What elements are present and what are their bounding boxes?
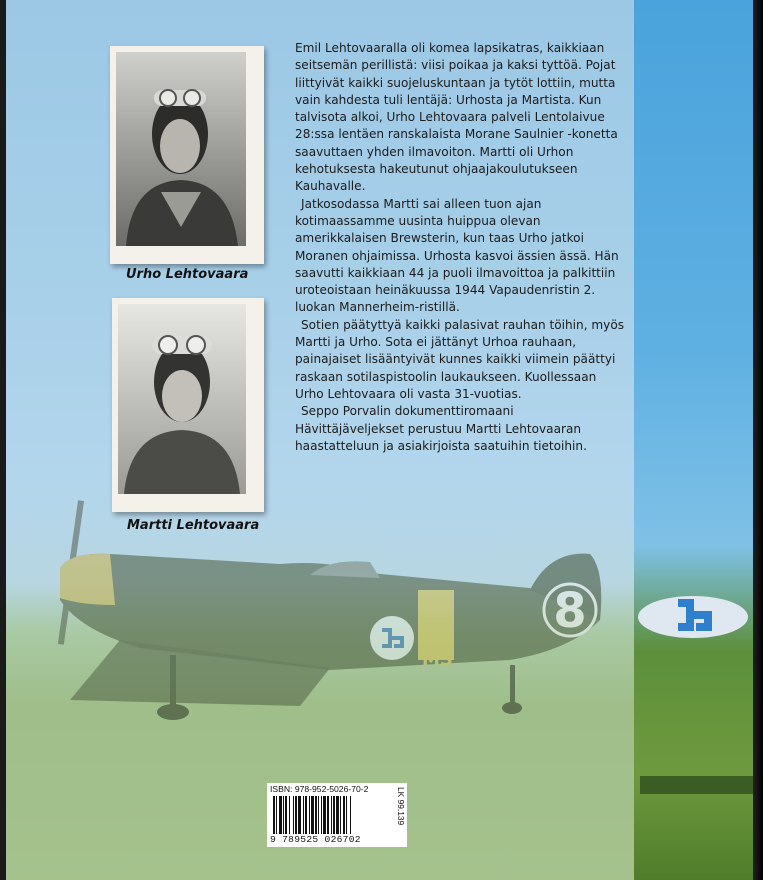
fighter-plane-illustration (30, 480, 630, 720)
photo-urho (110, 46, 264, 264)
barcode-bars (273, 796, 389, 834)
caption-martti: Martti Lehtovaara (127, 518, 260, 533)
paragraph-4: Seppo Porvalin dokumenttiromaani Hävittäjäveljekset perustuu Martti Lehtovaaran haastatteluun ja asiakirjoista saatuihin tietoihin. (295, 404, 587, 453)
caption-urho: Urho Lehtovaara (126, 267, 249, 282)
library-class-code: LK 99.139 (396, 787, 406, 826)
photo-martti (112, 298, 264, 512)
cover-edge-right (753, 0, 763, 880)
paragraph-1: Emil Lehtovaaralla oli komea lapsikatras, kaikkiaan seitsemän perillistä: viisi poikaa ja kaksi tyttöä. Pojat liittyivät kaikki suojeluskuntaan ja tytöt lottiin, mutta vain kahdesta tuli lentäjä: Urhosta ja Martista. Kun talvisota alkoi, Urho Lehtovaara palveli Lentolaivue 28:ssa lentäen ranskalaista Morane Saulnier -konetta saavuttaen yhden ilmavoiton. Martti oli Urhon kehotuksesta hakeutunut ohjaajakoulutukseen Kauhavalle. (295, 41, 618, 194)
isbn-digits: 9 789525 026702 (270, 834, 361, 845)
paragraph-3: Sotien päätyttyä kaikki palasivat rauhan töihin, myös Martti ja Urho. Sota ei jättänyt Urhoa rauhaan, painajaiset lisääntyivät kunnes kaikki viimein päättyi raskaan sotilaspistoolin laukaukseen. Kuollessaan Urho Lehtovaara oli vasta 31-vuotias. (295, 317, 625, 401)
back-cover-blurb (295, 40, 625, 455)
isbn-label: ISBN: 978-952-5026-70-2 (270, 784, 369, 794)
cover-edge-left (0, 0, 6, 880)
isbn-barcode (267, 783, 407, 847)
spine-strip (634, 0, 763, 880)
roundel-partial (638, 596, 748, 638)
fuselage-code: MS (422, 649, 453, 670)
tail-number: 8 (553, 583, 587, 639)
portrait-martti-image (118, 304, 246, 494)
ground-shadow (640, 776, 763, 794)
portrait-urho-image (116, 52, 246, 246)
paragraph-2: Jatkosodassa Martti sai alleen tuon ajan kotimaassamme uusinta huippua olevan amerikkalaisen Brewsterin, kun taas Urho jatkoi Moranen ohjaimissa. Urhosta kasvoi ässien ässä. Hän saavutti kaikkiaan 44 ja puoli ilmavoittoa ja palkittiin uroteoistaan heinäkuussa 1944 Vapaudenristin 2. luokan Mannerheim-ristillä. (295, 196, 619, 315)
